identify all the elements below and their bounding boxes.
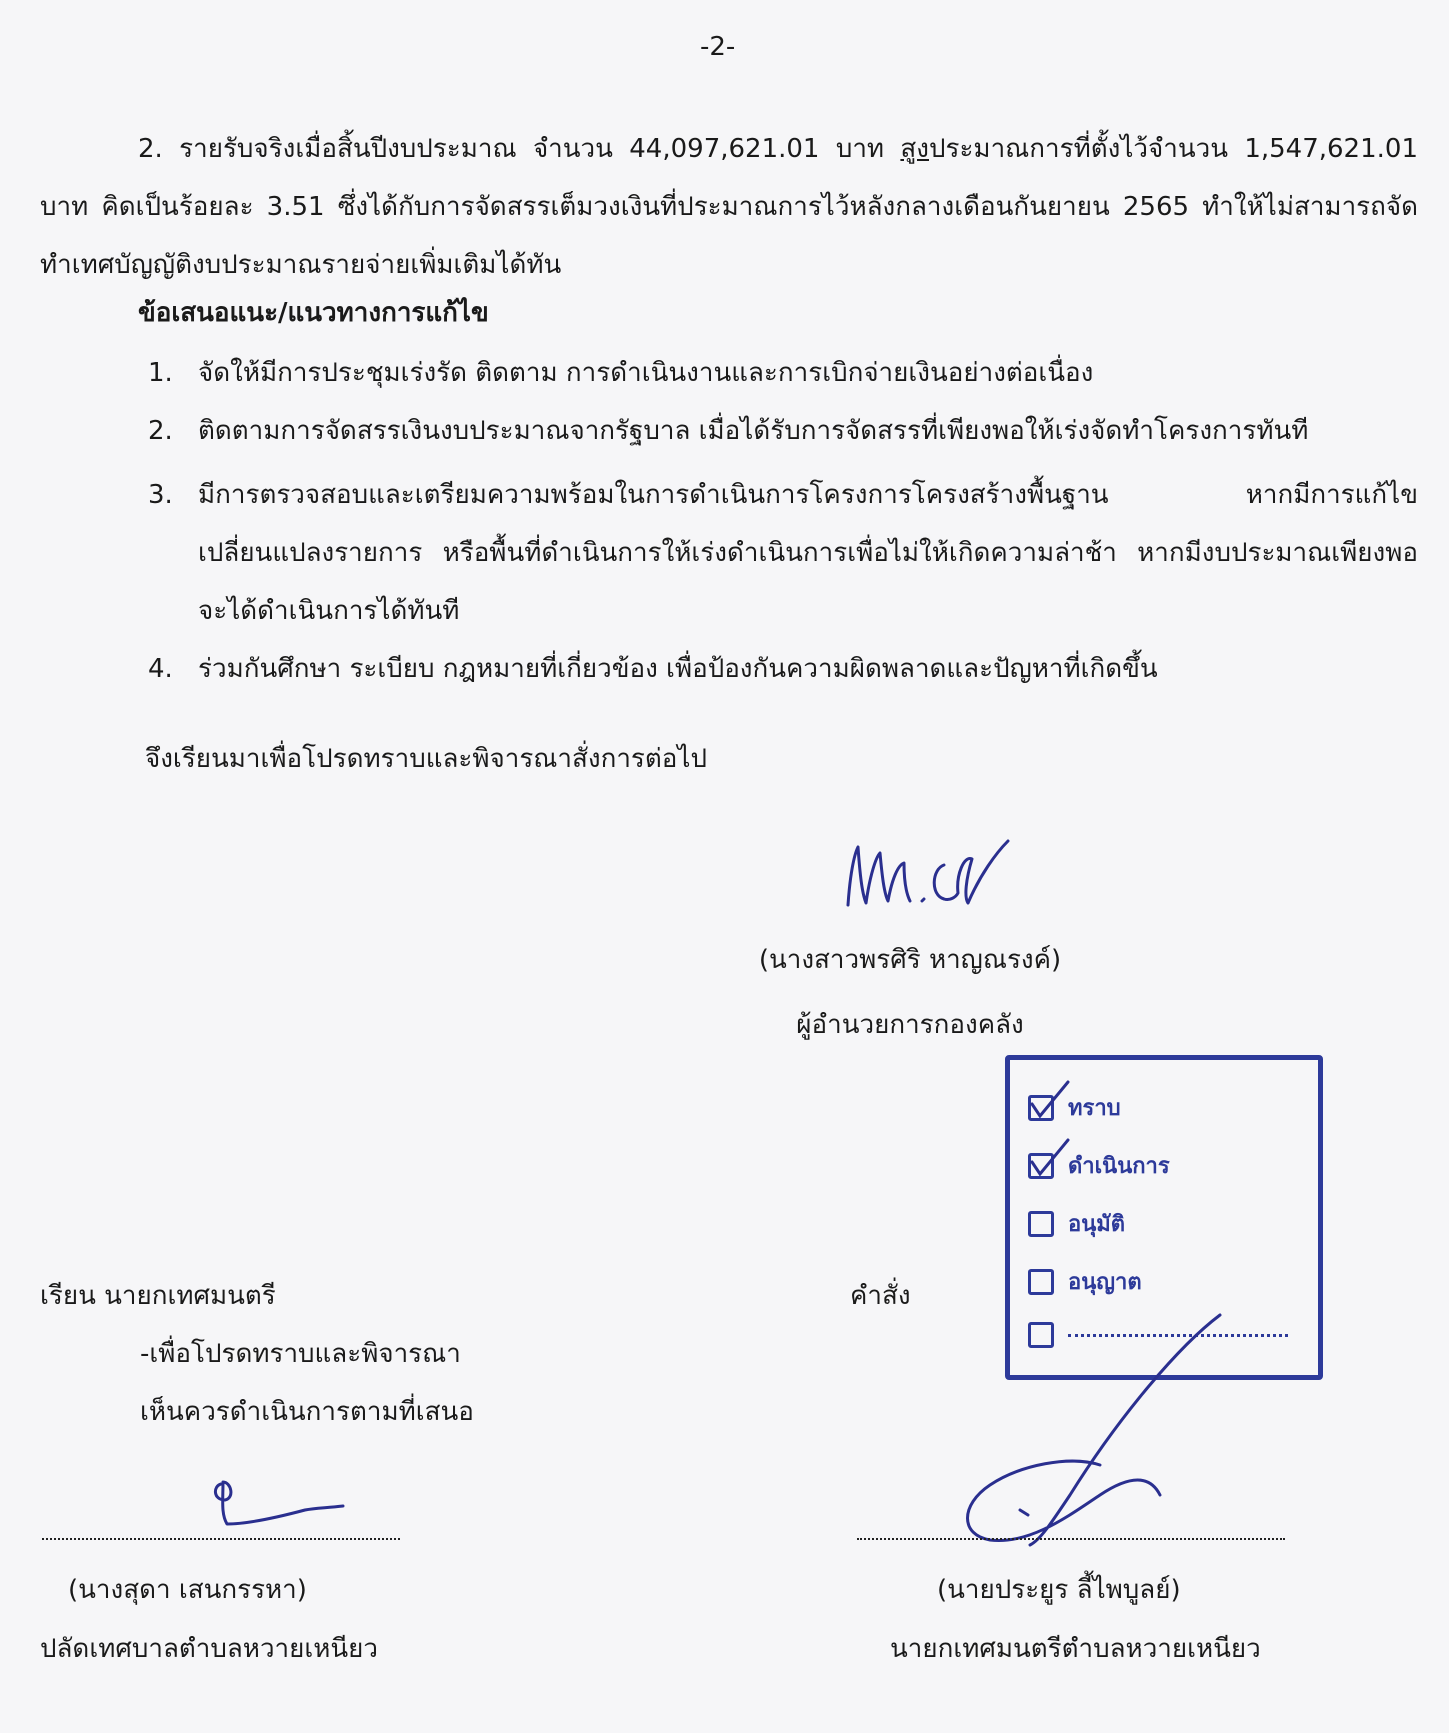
page-number: -2- (700, 32, 736, 62)
clerk-name: (นางสุดา เสนกรรหา) (68, 1575, 307, 1605)
clerk-signature-line (42, 1538, 400, 1540)
recommendation-item-4 (148, 640, 1158, 698)
recommendations-heading: ข้อเสนอแนะ/แนวทางการแก้ไข (138, 298, 489, 328)
item-number: 4. (148, 654, 173, 684)
clerk-position: ปลัดเทศบาลตำบลหวายเหนียว (40, 1634, 379, 1664)
stamp-option-label: อนุมัติ (1068, 1212, 1126, 1237)
revenue-paragraph (40, 120, 1418, 294)
paragraph-underlined: สูง (900, 134, 929, 164)
check-mark-icon (1024, 1076, 1084, 1196)
recommendation-item-3 (148, 466, 1418, 640)
recommendation-item-2 (148, 402, 1308, 460)
memo-to: เรียน นายกเทศมนตรี (40, 1281, 276, 1311)
item-number: 1. (148, 358, 173, 388)
memo-line-1: -เพื่อโปรดทราบและพิจารณา (140, 1339, 461, 1369)
item-text: จัดให้มีการประชุมเร่งรัด ติดตาม การดำเนินงานและการเบิกจ่ายเงินอย่างต่อเนื่อง (198, 358, 1094, 388)
order-label: คำสั่ง (850, 1281, 911, 1311)
item-text: ร่วมกันศึกษา ระเบียบ กฎหมายที่เกี่ยวข้อง เพื่อป้องกันความผิดพลาดและปัญหาที่เกิดขึ้น (198, 654, 1158, 684)
checkbox-icon (1028, 1269, 1054, 1295)
mayor-signature (950, 1305, 1250, 1555)
item-text: ติดตามการจัดสรรเงินงบประมาณจากรัฐบาล เมื่อได้รับการจัดสรรที่เพียงพอให้เร่งจัดทำโครงการทันที (198, 416, 1309, 446)
mayor-signature-line (857, 1538, 1285, 1540)
closing-sentence: จึงเรียนมาเพื่อโปรดทราบและพิจารณาสั่งการต่อไป (145, 744, 707, 774)
item-text: มีการตรวจสอบและเตรียมความพร้อมในการดำเนินการโครงการโครงสร้างพื้นฐาน หากมีการแก้ไขเปลี่ยนแปลงรายการ หรือพื้นที่ดำเนินการให้เร่งดำเนินการเพื่อไม่ให้เกิดความล่าช้า หากมีงบประมาณเพียงพอจะได้ดำเนินการได้ทันที (198, 480, 1418, 626)
mayor-position: นายกเทศมนตรีตำบลหวายเหนียว (890, 1634, 1261, 1664)
paragraph-part-2: ประมาณการที่ตั้งไว้จำนวน 1,547,621.01 บาท คิดเป็นร้อยละ 3.51 ซึ่งได้กับการจัดสรรเต็มวงเงินที่ประมาณการไว้หลังกลางเดือนกันยายน 2565 ทำให้ไม่สามารถจัดทำเทศบัญญัติงบประมาณรายจ่ายเพิ่มเติมได้ทัน (40, 134, 1418, 280)
item-number: 2. (148, 416, 173, 446)
finance-director-position: ผู้อำนวยการกองคลัง (796, 1010, 1024, 1040)
stamp-option-label: ดำเนินการ (1068, 1154, 1170, 1179)
clerk-signature (205, 1470, 355, 1530)
stamp-option-label: อนุญาต (1068, 1270, 1142, 1295)
item-number: 3. (148, 480, 173, 510)
finance-director-name: (นางสาวพรศิริ หาญณรงค์) (758, 945, 1062, 975)
stamp-option-3 (1028, 1206, 1125, 1241)
memo-line-2: เห็นควรดำเนินการตามที่เสนอ (140, 1397, 474, 1427)
stamp-option-4 (1028, 1264, 1142, 1299)
checkbox-icon (1028, 1211, 1054, 1237)
paragraph-part-1: 2. รายรับจริงเมื่อสิ้นปีงบประมาณ จำนวน 44,097,621.01 บาท (138, 134, 901, 164)
stamp-option-label: ทราบ (1068, 1096, 1121, 1121)
mayor-name: (นายประยูร ลี้ไพบูลย์) (937, 1575, 1181, 1605)
finance-director-signature (840, 835, 1040, 915)
recommendation-item-1 (148, 344, 1093, 402)
